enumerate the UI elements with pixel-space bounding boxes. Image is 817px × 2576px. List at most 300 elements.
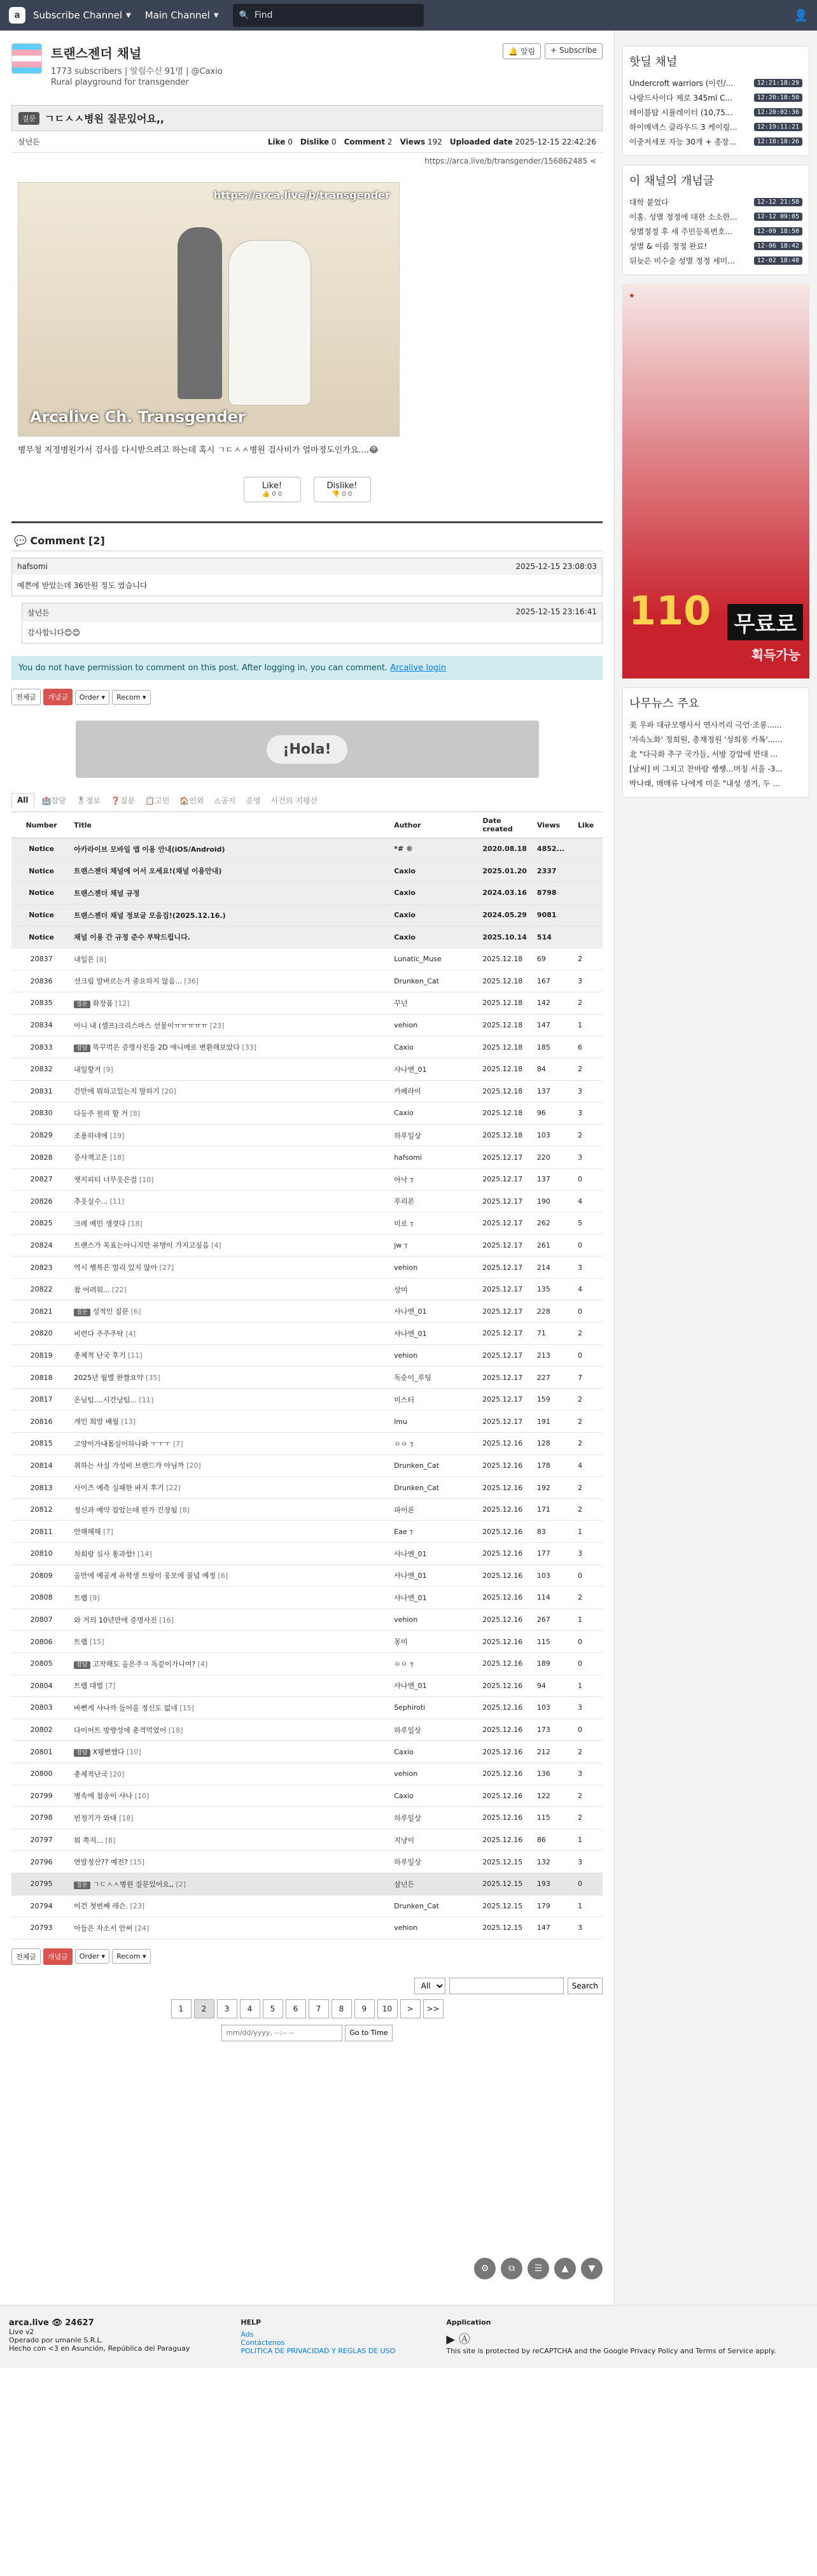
table-row[interactable] [11,1587,603,1609]
row-title-text[interactable]: 아니 내 (셀프)크리스마스 선물이ㅠㅠㅠㅠㅠ [74,1021,208,1030]
board-search-input[interactable] [449,1978,564,1994]
row-author[interactable]: 샤나엔_01 [391,1300,480,1323]
row-title[interactable] [71,1168,391,1190]
table-row[interactable] [11,1411,603,1433]
news-box [622,687,809,798]
row-title-text[interactable]: ㄱㄷㅅㅅ병원 질문있어요,, [92,1880,174,1889]
table-row[interactable] [11,1521,603,1543]
row-title-text[interactable]: 총체적 난국 후기 [74,1351,126,1360]
order-select[interactable]: Order ▾ [75,690,109,705]
row-title[interactable] [71,1608,391,1631]
row-title-text[interactable]: 내일할거 [74,1065,101,1074]
row-author[interactable]: 파이론 [391,1498,480,1521]
row-author[interactable]: 샤나엔_01 [391,1587,480,1609]
row-author[interactable]: ㅇㅇ ⁊ [391,1652,480,1675]
row-title-text[interactable]: 조용하네에 [74,1131,108,1140]
row-title-text[interactable]: 역시 행복은 멀리 있지 않아 [74,1263,158,1272]
concept-item[interactable] [629,224,802,239]
page-button[interactable]: 6 [286,1999,306,2018]
notice-cell-author[interactable]: *# ® [391,838,480,861]
row-author[interactable]: Caxio [391,1741,480,1763]
table-row[interactable] [11,1719,603,1741]
notice-cell-author[interactable]: Caxio [391,860,480,882]
notice-cell-title[interactable]: 트랜스젠더 채널 규정 [71,882,391,904]
row-title-text[interactable]: 사이즈 예측 실패한 바지 후기 [74,1484,164,1493]
table-row[interactable] [11,1168,603,1190]
page-button[interactable]: 1 [171,1999,192,2018]
row-title-text[interactable]: 내일은 [74,955,95,964]
table-row[interactable] [11,1895,603,1917]
footer-policy-link[interactable]: POLITICA DE PRIVACIDAD Y REGLAS DE USO [241,2346,396,2355]
row-author[interactable]: vehion [391,1256,480,1279]
site-logo[interactable]: a [9,7,25,24]
table-row[interactable] [11,1543,603,1565]
image-watermark-url: https://arca.live/b/transgender [213,189,390,201]
table-row[interactable] [11,1454,603,1477]
row-title-text[interactable]: 2025년 월별 한짤요약 [74,1374,144,1383]
hotdeal-item[interactable] [629,134,802,149]
order-select-label: Order [79,1952,100,1961]
row-author[interactable]: 상미 [391,1278,480,1300]
row-author[interactable]: Lunatic_Muse [391,948,480,970]
row-date: 2025.12.16 [480,1521,534,1543]
concept-item[interactable] [629,239,802,253]
share-icon[interactable]: ⋖ [589,157,596,165]
table-row[interactable] [11,1058,603,1080]
row-title[interactable] [71,992,391,1015]
news-item[interactable] [629,747,802,761]
main-channel-menu[interactable] [145,10,219,21]
row-title-text[interactable]: 뭐 쪽지... [74,1836,104,1845]
best-posts-button[interactable]: 개념글 [43,1948,73,1965]
row-number: 20834 [11,1014,71,1036]
row-author[interactable]: 하루일상 [391,1124,480,1146]
row-number: 20812 [11,1498,71,1521]
row-author[interactable]: 아낙 ⁊ [391,1168,480,1190]
row-number: 20816 [11,1411,71,1433]
page-button[interactable]: 8 [332,1999,352,2018]
row-title[interactable] [71,970,391,992]
row-title[interactable] [71,1587,391,1609]
goto-time-row [11,2025,603,2041]
table-row[interactable] [11,1388,603,1411]
dislike-button[interactable] [314,477,371,502]
all-posts-button[interactable]: 전체글 [11,1948,41,1965]
table-row[interactable] [11,1873,603,1895]
row-title[interactable] [71,1411,391,1433]
post-permalink[interactable] [11,153,603,169]
hotdeal-item[interactable] [629,105,802,120]
category-tab[interactable]: 🎖정보 [76,796,101,805]
row-title[interactable] [71,1278,391,1300]
recom-select[interactable]: Recom ▾ [112,1949,150,1964]
category-tab[interactable]: 운영 [246,796,261,805]
row-author[interactable]: 하루일상 [391,1719,480,1741]
row-title[interactable] [71,1652,391,1675]
row-title[interactable] [71,1080,391,1102]
row-author[interactable]: vehion [391,1917,480,1939]
row-author[interactable]: ㅇㅇ ⁊ [391,1433,480,1455]
row-author[interactable]: Drunken_Cat [391,970,480,992]
row-title[interactable] [71,1190,391,1213]
row-title[interactable] [71,1477,391,1499]
row-title-text[interactable]: 선크림 말바르는거 중요하지 않음... [74,977,182,986]
row-title-text[interactable]: 고양이가내몸실어하나봐 ㅜㅜㅜ [74,1439,171,1448]
page-button[interactable]: > [400,1999,421,2018]
row-comment-count: [7] [103,1528,113,1537]
table-row[interactable] [11,992,603,1015]
page-button[interactable]: 5 [263,1999,283,2018]
notice-cell-author[interactable]: Caxio [391,904,480,926]
row-like: 4 [575,1278,603,1300]
goto-time-button[interactable]: Go to Time [345,2025,392,2041]
table-row[interactable] [11,1785,603,1807]
row-author[interactable]: vehion [391,1608,480,1631]
row-title-text[interactable]: 증사잭고온 [74,1153,108,1162]
row-title-text[interactable]: 안해헤헤 [74,1528,101,1537]
row-title[interactable] [71,1058,391,1080]
notice-row[interactable] [11,926,603,948]
hotdeal-title[interactable]: 핫딜 채널 [629,55,678,69]
row-title-text[interactable]: 똑꾸먹은 증명사진을 2D 애니메로 변환해보았다 [92,1043,240,1052]
row-author[interactable]: 샤나엔_01 [391,1565,480,1587]
search-input[interactable] [255,10,414,20]
row-title-text[interactable]: 트랩 대법 [74,1682,104,1691]
table-row[interactable] [11,1917,603,1939]
row-author[interactable]: 루리론 [391,1190,480,1213]
page-button[interactable]: 9 [354,1999,375,2018]
row-title[interactable] [71,1124,391,1146]
hotdeal-text: 테이블탑 시뮬레이터 (10,75... [629,108,733,117]
goto-time-input[interactable] [221,2025,342,2041]
row-title-text[interactable]: 크레 예민 생겻다 [74,1219,126,1228]
row-title[interactable] [71,1851,391,1873]
row-number: 20814 [11,1454,71,1477]
row-title-text[interactable]: 빈정기가 와대 [74,1813,117,1822]
row-title[interactable] [71,1829,391,1851]
table-row[interactable] [11,1234,603,1256]
row-author[interactable]: 미스터 [391,1388,480,1411]
subscribe-channel-menu[interactable] [33,10,131,21]
google-play-icon[interactable]: ▶ [446,2332,456,2346]
channel-title[interactable]: 트랜스젠더 채널 [51,46,142,61]
concept-item[interactable] [629,253,802,268]
category-tab[interactable]: ❓질문 [111,796,136,805]
row-title-text[interactable]: 다등주 원릐 할 거 [74,1109,129,1118]
news-item[interactable] [629,732,802,747]
notice-cell-author[interactable]: Caxio [391,926,480,948]
row-author[interactable]: 샤나엔_01 [391,1058,480,1080]
table-row[interactable] [11,1675,603,1697]
scroll-down-icon[interactable]: ▼ [581,2258,603,2279]
notice-cell-title[interactable]: 트랜스젠더 채널 정보글 모음집!(2025.12.16.) [71,904,391,926]
row-author[interactable]: Sephiroti [391,1697,480,1719]
table-row[interactable] [11,1565,603,1587]
comment-author[interactable]: 살넌든 [27,609,50,617]
table-row[interactable] [11,1080,603,1102]
row-title-text[interactable]: 트랩 [74,1593,88,1602]
row-title[interactable] [71,1719,391,1741]
row-author[interactable]: 몽미 [391,1631,480,1653]
page-button[interactable]: 7 [309,1999,329,2018]
row-author[interactable]: vehion [391,1763,480,1785]
row-title[interactable] [71,1741,391,1763]
row-author[interactable]: 카페라이 [391,1080,480,1102]
list-icon[interactable]: ☰ [527,2258,549,2279]
table-row[interactable] [11,1477,603,1499]
row-title-text[interactable]: 참 어려워... [74,1285,110,1294]
row-title[interactable] [71,1697,391,1719]
row-title-text[interactable]: 취하는 사실 가성비 브랜드가 아님까 [74,1461,185,1470]
page-button[interactable]: 2 [194,1999,214,2018]
category-tab[interactable]: 사건의 지평선 [270,796,318,805]
row-title[interactable] [71,1895,391,1917]
table-row[interactable] [11,1608,603,1631]
row-author[interactable]: 꾸넌 [391,992,480,1015]
notice-cell-author[interactable]: Caxio [391,882,480,904]
table-row[interactable] [11,1433,603,1455]
table-row[interactable] [11,970,603,992]
all-posts-button[interactable]: 전체글 [11,689,41,705]
notice-cell-title[interactable]: 트랜스젠더 채널에 어서 오세요!(채널 이용안내) [71,860,391,882]
news-item[interactable] [629,761,802,776]
row-like: 3 [575,1102,603,1125]
row-title-text[interactable]: 트랩 [74,1638,88,1647]
row-title[interactable] [71,1807,391,1829]
row-number: 20810 [11,1543,71,1565]
search-scope-select[interactable] [414,1978,445,1994]
row-title[interactable] [71,1300,391,1323]
row-title-text[interactable]: 올만에 예공계 유학생 트랑이 웅모에 꿀념 예정 [74,1572,216,1580]
row-date: 2025.12.16 [480,1498,534,1521]
row-title-text[interactable]: 차회랑 심사 통과함! [74,1549,136,1558]
row-title[interactable] [71,1433,391,1455]
row-title-text[interactable]: 정신과 예약 잡았는데 뭔가 긴장됨 [74,1505,178,1514]
notice-cell-title[interactable]: 아카라이브 모바일 앱 이용 안내(iOS/Android) [71,838,391,861]
post-author[interactable]: 살넌든 [18,137,40,146]
row-author[interactable]: 하루일상 [391,1807,480,1829]
table-row[interactable] [11,1697,603,1719]
row-author[interactable]: 미로 ⁊ [391,1213,480,1235]
row-title[interactable] [71,1344,391,1367]
news-item[interactable] [629,776,802,791]
row-title-text[interactable]: 고작해도 올은주ㅋ 독같이가니여? [92,1659,196,1668]
row-author[interactable]: vehion [391,1344,480,1367]
table-row[interactable] [11,1344,603,1367]
row-author[interactable]: Caxio [391,1036,480,1059]
best-posts-button[interactable]: 개념글 [43,689,73,705]
table-row[interactable] [11,1829,603,1851]
table-row[interactable] [11,1763,603,1785]
row-title[interactable] [71,1234,391,1256]
concept-item[interactable] [629,209,802,224]
table-row[interactable] [11,1652,603,1675]
user-icon[interactable]: 👤 [793,8,808,22]
row-title[interactable] [71,1785,391,1807]
ad-banner[interactable] [76,721,539,778]
row-title-text[interactable]: 간만에 뭐하고있는지 말하기 [74,1087,160,1096]
order-select[interactable]: Order ▾ [75,1949,109,1964]
login-link[interactable]: Arcalive login [390,663,447,673]
row-title[interactable] [71,1102,391,1125]
page-button[interactable]: 3 [217,1999,237,2018]
alarm-button[interactable] [503,43,541,59]
row-title[interactable] [71,1036,391,1059]
row-title[interactable] [71,1454,391,1477]
comment-author[interactable]: hafsomi [17,562,48,571]
category-tab[interactable]: 🏠인외 [179,796,204,805]
table-row[interactable] [11,1278,603,1300]
row-author[interactable]: hafsomi [391,1146,480,1169]
row-author[interactable]: 하루일상 [391,1851,480,1873]
row-like: 5 [575,1213,603,1235]
table-row[interactable] [11,1851,603,1873]
row-title[interactable] [71,1675,391,1697]
table-row[interactable] [11,1190,603,1213]
table-row[interactable] [11,1631,603,1653]
notice-row[interactable] [11,882,603,904]
row-title[interactable] [71,1565,391,1587]
row-title-text[interactable]: 온님팀....시간낭팀... [74,1395,137,1404]
app-store-icon[interactable]: Ⓐ [458,2332,470,2346]
row-author[interactable]: 살넌든 [391,1873,480,1895]
table-row[interactable] [11,1323,603,1345]
row-title-text[interactable]: 병속에 첨송이 샤나 [74,1792,133,1801]
row-title[interactable] [71,1388,391,1411]
row-title[interactable] [71,948,391,970]
row-author[interactable]: vehion [391,1014,480,1036]
notice-row[interactable] [11,838,603,861]
notice-row[interactable] [11,904,603,926]
scroll-up-icon[interactable]: ▲ [554,2258,576,2279]
row-number: 20801 [11,1741,71,1763]
row-title-text[interactable]: 연말정산?? 예전? [74,1858,128,1867]
row-title-text[interactable]: 화장품 [92,999,113,1008]
recom-select[interactable]: Recom ▾ [112,690,150,705]
row-title-text[interactable]: 추웃실수... [74,1197,108,1206]
notice-row[interactable] [11,860,603,882]
row-author[interactable]: Drunken_Cat [391,1477,480,1499]
row-title[interactable] [71,1917,391,1939]
row-author[interactable]: Drunken_Cat [391,1454,480,1477]
table-row[interactable] [11,1807,603,1829]
row-title-text[interactable]: 개인 희망 배월 [74,1418,119,1426]
row-title-text[interactable]: 챗지피티 너무웃은걸 [74,1175,137,1184]
row-title[interactable] [71,1256,391,1279]
hotdeal-item[interactable] [629,120,802,134]
row-title-text[interactable]: 총체적난국 [74,1770,108,1778]
concept-box [622,165,809,275]
search-icon[interactable]: 🔍 [239,10,249,20]
row-author[interactable]: 샤나엔_01 [391,1675,480,1697]
copy-icon[interactable]: ⧉ [501,2258,522,2279]
footer-ads-link[interactable]: Ads [241,2330,254,2339]
footer-brand[interactable]: arca.live [9,2318,49,2328]
row-number: 20799 [11,1785,71,1807]
page-button[interactable]: >> [423,1999,443,2018]
row-title-text[interactable]: 와 거의 10년만에 증명사진 [74,1615,157,1624]
category-tab[interactable]: All [11,793,34,808]
table-row[interactable] [11,1498,603,1521]
row-number: 20796 [11,1851,71,1873]
footer-contact-link[interactable]: Contáctenos [241,2338,285,2347]
like-button[interactable] [244,477,301,502]
row-title[interactable] [71,1631,391,1653]
row-title[interactable] [71,1498,391,1521]
row-title-text[interactable]: 아들은 자소서 안써 [74,1924,133,1932]
hotdeal-item[interactable] [629,76,802,90]
row-author[interactable]: 독순이_루팅 [391,1367,480,1389]
row-author[interactable]: 샤나엔_01 [391,1543,480,1565]
row-like: 1 [575,1608,603,1631]
row-title-text[interactable]: 트랜스가 목표는아니지만 유명이 가지고싶음 [74,1241,209,1250]
row-author[interactable]: Drunken_Cat [391,1895,480,1917]
page-button[interactable]: 10 [377,1999,398,2018]
hotdeal-item[interactable] [629,90,802,105]
row-title[interactable] [71,1521,391,1543]
row-title[interactable] [71,1763,391,1785]
table-row[interactable] [11,1036,603,1059]
row-title-text[interactable]: X뒝뻔했다 [92,1748,125,1757]
row-title-text[interactable]: 이건 첫번째 레슨. [74,1902,129,1911]
row-title[interactable] [71,1014,391,1036]
row-title-text[interactable]: 바뻔게 샤나까 들어을 정신도 없네 [74,1703,178,1712]
table-row[interactable] [11,1102,603,1125]
page-button[interactable]: 4 [240,1999,260,2018]
visitor-icon: 👁 [52,2318,62,2328]
row-author[interactable]: lmu [391,1411,480,1433]
row-title-text[interactable]: 다이어트 방향성에 총격먹었어 [74,1726,167,1735]
notice-cell-title[interactable]: 채널 이용 간 규정 준수 부탁드립니다. [71,926,391,948]
table-row[interactable] [11,1014,603,1036]
settings-icon[interactable]: ⚙ [474,2258,496,2279]
category-tab[interactable]: 📋고민 [145,796,170,805]
board-search-button[interactable]: Search [568,1978,603,1994]
row-views: 191 [534,1411,575,1433]
news-item[interactable] [629,717,802,732]
table-row[interactable] [11,1256,603,1279]
table-row[interactable] [11,1741,603,1763]
row-title[interactable] [71,1213,391,1235]
subscribe-button[interactable]: + Subscribe [545,43,603,59]
row-title[interactable] [71,1543,391,1565]
category-tab[interactable]: 🏥잡담 [41,796,66,805]
row-author[interactable]: Eae ⁊ [391,1521,480,1543]
table-row[interactable] [11,1300,603,1323]
row-author[interactable]: 지냥이 [391,1829,480,1851]
row-title[interactable] [71,1323,391,1345]
table-row[interactable] [11,1124,603,1146]
sidebar-ad[interactable] [622,284,809,679]
row-title-text[interactable]: 비련다 주주주탁 [74,1329,124,1338]
row-author[interactable]: Caxio [391,1102,480,1125]
concept-item[interactable] [629,195,802,209]
row-author[interactable]: jw ⁊ [391,1234,480,1256]
row-author[interactable]: Caxio [391,1785,480,1807]
table-row[interactable] [11,1146,603,1169]
table-row[interactable] [11,948,603,970]
row-title[interactable] [71,1146,391,1169]
row-title-text[interactable]: 성적인 질문 [92,1307,129,1316]
table-row[interactable] [11,1213,603,1235]
row-title[interactable] [71,1873,391,1895]
row-number: 20823 [11,1256,71,1279]
row-author[interactable]: 샤나엔_01 [391,1323,480,1345]
row-title[interactable] [71,1367,391,1389]
category-tab[interactable]: ⚠공지 [214,796,236,805]
channel-owner[interactable]: @Caxio [191,67,223,76]
table-row[interactable] [11,1367,603,1389]
